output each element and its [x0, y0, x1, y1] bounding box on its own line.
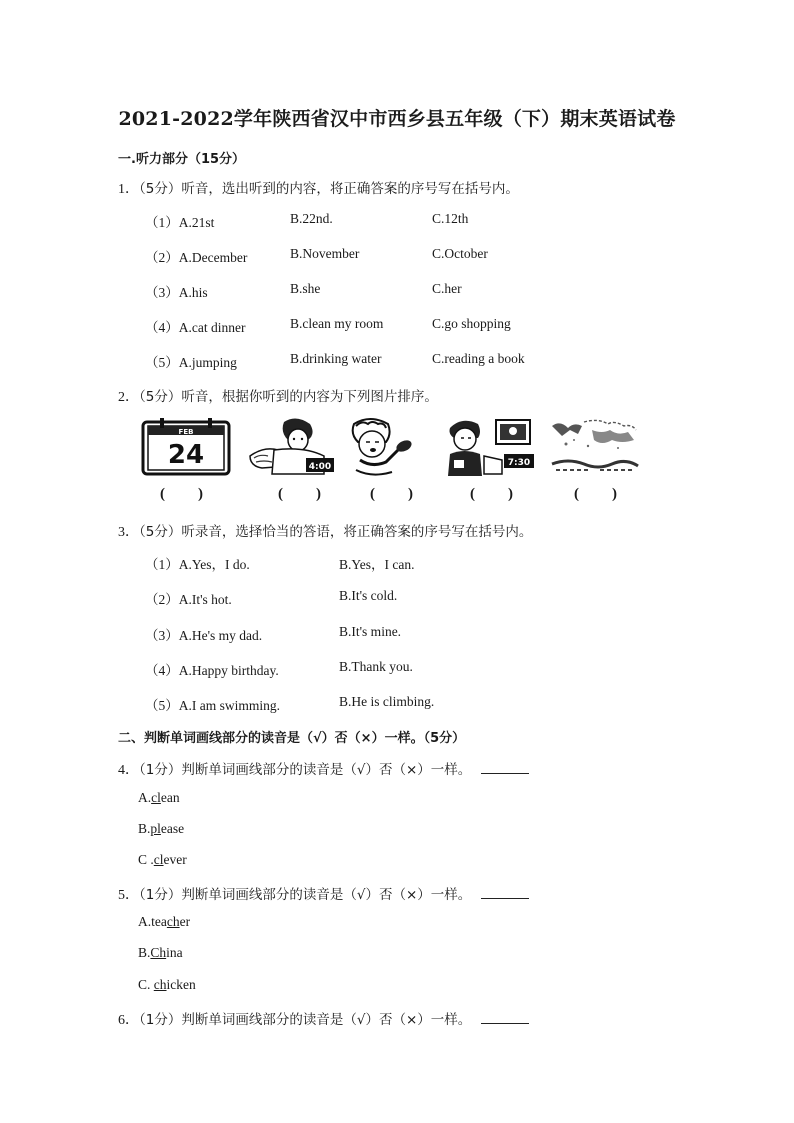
q4-option-b-suffix: ease — [160, 821, 185, 836]
question-5 — [118, 883, 529, 904]
question-3-text: （5分）听录音，选择恰当的答语，将正确答案的序号写在括号内。 — [139, 524, 533, 540]
q1-option-1a: （1）A.21st — [145, 215, 215, 230]
q5-option-c-underlined: ch — [153, 977, 167, 992]
q4-option-c-underlined: cl — [153, 852, 164, 867]
q5-option-c — [138, 977, 196, 993]
answer-paren-4-right: ) — [508, 486, 513, 502]
q3-option-1a: （1）A.Yes，I do. — [145, 557, 250, 572]
exam-title: 2021-2022学年陕西省汉中市西乡县五年级（下）期末英语试卷 — [118, 108, 676, 130]
answer-paren-4-left: ( — [470, 486, 475, 502]
q3-option-5b: B.He is climbing. — [339, 694, 435, 709]
answer-paren-2-left: ( — [278, 486, 283, 502]
question-5-number: 5． — [118, 888, 139, 903]
q1-option-3c: C.her — [432, 281, 462, 296]
q5-option-c-prefix: C. — [138, 977, 154, 992]
q3-option-4b: B.Thank you. — [339, 659, 413, 674]
q3-option-3a: （3）A.He's my dad. — [145, 628, 263, 643]
q1-option-1b: B.22nd. — [290, 211, 333, 226]
q1-option-4a: （4）A.cat dinner — [145, 320, 246, 335]
answer-paren-3-right: ) — [408, 486, 413, 502]
q4-option-c — [138, 852, 187, 868]
question-4-number: 4． — [118, 763, 139, 778]
question-4 — [118, 758, 529, 779]
question-5-answer-blank[interactable] — [481, 886, 529, 899]
q1-option-3a: （3）A.his — [145, 285, 208, 300]
question-2 — [118, 385, 438, 406]
question-3-number: 3． — [118, 525, 139, 540]
q5-option-a — [138, 914, 190, 930]
q1-option-3b: B.she — [290, 281, 321, 296]
calendar-picture — [140, 416, 232, 478]
q5-option-a-prefix: A.tea — [138, 914, 167, 929]
q4-option-b-underlined: pl — [150, 821, 161, 836]
q4-option-a-prefix: A. — [138, 790, 152, 805]
question-1-text: （5分）听音，选出听到的内容，将正确答案的序号写在括号内。 — [139, 181, 519, 197]
question-5-text: （1分）判断单词画线部分的读音是（√）否（×）一样。 — [139, 887, 472, 903]
q1-option-2b: B.November — [290, 246, 360, 261]
q4-option-c-suffix: ever — [163, 852, 187, 867]
q4-option-a-underlined: cl — [151, 790, 161, 805]
q3-option-1b: B.Yes，I can. — [339, 557, 415, 572]
q3-option-5a: （5）A.I am swimming. — [145, 698, 280, 713]
q4-option-b-prefix: B. — [138, 821, 151, 836]
q1-option-2c: C.October — [432, 246, 488, 261]
q5-option-a-suffix: er — [179, 914, 191, 929]
q4-option-a-suffix: ean — [160, 790, 180, 805]
q5-option-a-underlined: ch — [166, 914, 180, 929]
question-3 — [118, 520, 532, 541]
question-6-text: （1分）判断单词画线部分的读音是（√）否（×）一样。 — [139, 1012, 472, 1028]
q3-option-2a: （2）A.It's hot. — [145, 592, 232, 607]
q5-option-c-suffix: icken — [166, 977, 196, 992]
q3-option-4a: （4）A.Happy birthday. — [145, 663, 279, 678]
q3-option-2b: B.It's cold. — [339, 588, 398, 603]
answer-paren-3-left: ( — [370, 486, 375, 502]
q4-option-b — [138, 821, 184, 837]
answer-paren-5-left: ( — [574, 486, 579, 502]
q5-option-b-suffix: ina — [166, 945, 183, 960]
q1-option-5c: C.reading a book — [432, 351, 525, 366]
q5-option-b-prefix: B. — [138, 945, 151, 960]
clock-time-2: 7:30 — [507, 458, 531, 468]
question-6 — [118, 1008, 529, 1029]
answer-paren-1-left: ( — [160, 486, 165, 502]
answer-paren-5-right: ) — [612, 486, 617, 502]
question-1-number: 1． — [118, 182, 139, 197]
q4-option-a — [138, 790, 180, 806]
girl-clock-picture — [244, 416, 336, 478]
q1-option-4c: C.go shopping — [432, 316, 511, 331]
singing-girl-picture — [342, 416, 434, 478]
question-6-answer-blank[interactable] — [481, 1011, 529, 1024]
boy-clock-picture — [444, 416, 536, 478]
q3-option-3b: B.It's mine. — [339, 624, 402, 639]
answer-paren-1-right: ) — [198, 486, 203, 502]
answer-paren-2-right: ) — [316, 486, 321, 502]
q5-option-b-underlined: Ch — [150, 945, 167, 960]
q1-option-2a: （2）A.December — [145, 250, 248, 265]
question-2-text: （5分）听音，根据你听到的内容为下列图片排序。 — [139, 389, 438, 405]
section-pronunciation-heading: 二、判断单词画线部分的读音是（√）否（×）一样。（5分） — [118, 731, 466, 746]
clock-time-1: 4:00 — [308, 462, 332, 472]
faded-scene-picture — [548, 416, 640, 478]
q1-option-1c: C.12th — [432, 211, 469, 226]
question-4-text: （1分）判断单词画线部分的读音是（√）否（×）一样。 — [139, 762, 472, 778]
calendar-day: 24 — [167, 440, 205, 470]
picture-row — [138, 416, 648, 504]
q1-option-5a: （5）A.jumping — [145, 355, 237, 370]
q5-option-b — [138, 945, 183, 961]
calendar-month: FEB — [178, 428, 194, 436]
question-2-number: 2． — [118, 390, 139, 405]
question-1 — [118, 177, 519, 198]
q1-option-4b: B.clean my room — [290, 316, 384, 331]
q1-option-5b: B.drinking water — [290, 351, 382, 366]
q4-option-c-prefix: C . — [138, 852, 154, 867]
question-4-answer-blank[interactable] — [481, 761, 529, 774]
section-listening-heading: 一.听力部分（15分） — [118, 152, 246, 167]
question-6-number: 6． — [118, 1013, 139, 1028]
